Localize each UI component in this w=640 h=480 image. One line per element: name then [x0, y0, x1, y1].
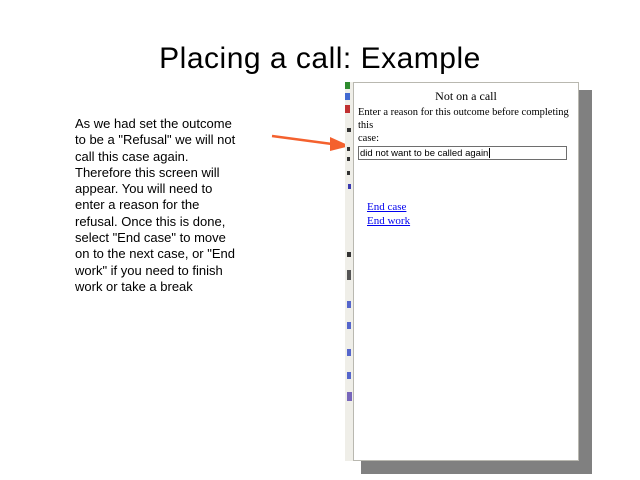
not-on-a-call-panel [353, 82, 579, 461]
panel-shadow [579, 90, 592, 474]
page-fragment-text [347, 270, 351, 280]
page-fragment-link [347, 322, 351, 329]
explanation-line: Therefore this screen will [75, 164, 220, 180]
page-fragment-icon [345, 105, 350, 113]
page-fragment-text [347, 147, 350, 151]
explanation-line: on to the next case, or "End [75, 246, 235, 262]
end-work-link[interactable]: End work [367, 214, 411, 227]
page-fragment-text [348, 184, 351, 189]
panel-prompt [358, 106, 575, 145]
prompt-line: Enter a reason for this outcome before completing this [358, 107, 569, 131]
panel-shadow [361, 461, 592, 474]
prompt-line: case: [358, 133, 379, 144]
explanation-line: work" if you need to finish [75, 262, 223, 278]
slide-title: Placing a call: Example [159, 42, 481, 75]
arrow-icon [268, 130, 353, 155]
explanation-line: work or take a break [75, 278, 193, 294]
explanation-line: appear. You will need to [75, 181, 213, 197]
page-fragment-text [347, 252, 351, 257]
popup-screenshot [345, 82, 592, 474]
background-page-sliver [345, 82, 353, 461]
explanation-line: select "End case" to move [75, 230, 226, 246]
explanation-line: As we had set the outcome [75, 116, 232, 131]
page-fragment-icon [345, 93, 350, 100]
page-fragment-link [347, 301, 351, 308]
explanation-line: call this case again. [75, 148, 189, 164]
explanation-line: enter a reason for the [75, 197, 200, 213]
page-fragment-text [347, 171, 350, 175]
page-fragment-icon [345, 82, 350, 89]
reason-input[interactable] [358, 146, 567, 160]
explanation-text [75, 116, 235, 295]
explanation-line: refusal. Once this is done, [75, 213, 226, 229]
page-fragment-link [347, 392, 352, 401]
page-fragment-link [347, 372, 351, 379]
end-case-link[interactable]: End case [367, 201, 407, 213]
text-caret [489, 148, 490, 158]
page-fragment-text [347, 128, 351, 132]
explanation-line: to be a "Refusal" we will not [75, 132, 236, 148]
page-fragment-link [347, 349, 351, 356]
page-fragment-text [347, 157, 350, 161]
action-links [367, 201, 578, 228]
reason-input-value: did not want to be called again [360, 147, 489, 159]
panel-title: Not on a call [435, 89, 497, 103]
